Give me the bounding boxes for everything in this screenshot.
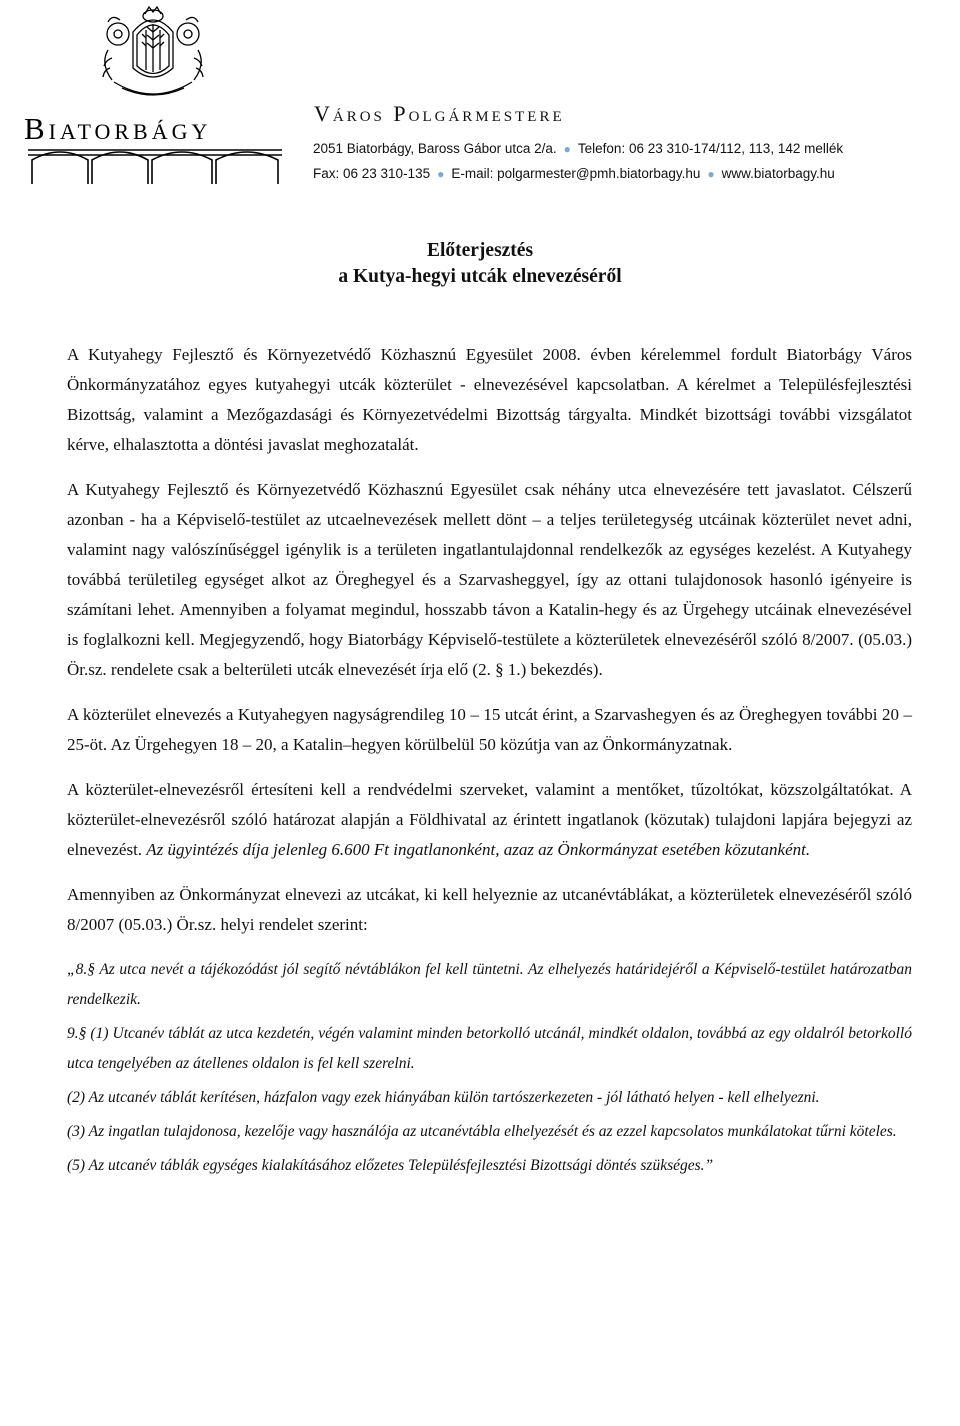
paragraph-3: A közterület elnevezés a Kutyahegyen nagyságrendileg 10 – 15 utcát érint, a Szarvashegyen és az Öreghegyen további 20 – 25-öt. Az Ürgehegyen 18 – 20, a Katalin–hegyen körülbelül 50 közútja van az Önkormányzatnak. — [67, 705, 912, 754]
website-link[interactable]: www.biatorbagy.hu — [721, 166, 835, 181]
paragraph-5: Amennyiben az Önkormányzat elnevezi az utcákat, ki kell helyeznie az utcanévtáblákat, a közterületek elnevezéséről szóló 8/2007 (05.03.) Ör.sz. helyi rendelet szerint: — [67, 885, 912, 934]
city-crest-icon — [90, 2, 216, 106]
document-title: Előterjesztés — [426, 240, 534, 261]
email-link[interactable]: E-mail: polgarmester@pmh.biatorbagy.hu — [451, 166, 701, 181]
contact-line — [313, 166, 835, 181]
postal-address: 2051 Biatorbágy, Baross Gábor utca 2/a. — [313, 141, 557, 156]
paragraph-2: A Kutyahegy Fejlesztő és Környezetvédő Közhasznú Egyesület csak néhány utca elnevezésére tett javaslatot. Célszerű azonban - ha a Képviselő-testület az utcaelnevezések mellett dönt – a teljes területegység utcáinak közterület nevet adni, valamint nagy valószínűséggel igénylik is a területen ingatlantulajdonnal rendelkezők az egységes kezelést. A Kutyahegy továbbá területileg egységet alkot az Öreghegyel és a Szarvasheggyel, így az ottani tulajdonosok hasonló igényeire is számítani lehet. Amennyiben a folyamat megindul, hosszabb távon a Katalin-hegy és az Ürgehegy utcáinak elnevezésével is foglalkozni kell. Megjegyzendő, hogy Biatorbágy Képviselő-testülete a közterületek elnevezéséről szóló 8/2007. (05.03.) Ör.sz. rendelete csak a belterületi utcák elnevezését írja elő (2. § 1.) bekezdés). — [67, 480, 912, 679]
paragraph-4 — [67, 775, 912, 865]
paragraph-4-text: A közterület-elnevezésről értesíteni kell a rendvédelmi szerveket, valamint a mentőket, tűzoltókat, közszolgáltatókat. A közterület-elnevezésről szóló határozat alapján a Földhivatal az érintett ingatlanok (közutak) tulajdoni lapjára bejegyzi az elnevezést. — [67, 780, 912, 859]
quote-section-9-3: (3) Az ingatlan tulajdonosa, kezelője vagy használója az utcanévtábla elhelyezését és az ezzel kapcsolatos munkálatokat tűrni köteles. — [67, 1123, 897, 1140]
paragraph-1: A Kutyahegy Fejlesztő és Környezetvédő Közhasznú Egyesület 2008. évben kérelemmel fordult Biatorbágy Város Önkormányzatához egyes kutyahegyi utcák közterület - elnevezésével kapcsolatban. A kérelmet a Településfejlesztési Bizottság, valamint a Mezőgazdasági és Környezetvédelmi Bizottság tárgyalta. Mindkét bizottsági további vizsgálatot kérve, elhalasztotta a döntési javaslat meghozatalát. — [67, 345, 912, 454]
document-body — [67, 340, 912, 1185]
bridge-arches-icon — [26, 146, 284, 186]
bullet-dot-icon: ● — [437, 167, 445, 181]
phone-number: Telefon: 06 23 310-174/112, 113, 142 mellék — [577, 141, 844, 156]
quote-section-9-2: (2) Az utcanév táblát kerítésen, házfalon vagy ezek hiányában külön tartószerkezeten - jól látható helyen - kell elhelyezni. — [67, 1089, 820, 1106]
fax-number: Fax: 06 23 310-135 — [313, 166, 431, 181]
bullet-dot-icon: ● — [563, 142, 571, 156]
office-title: Város Polgármestere — [314, 101, 565, 126]
bullet-dot-icon: ● — [707, 167, 715, 181]
paragraph-4-fee-note: Az ügyintézés díja jelenleg 6.600 Ft ingatlanonként, azaz az Önkormányzat esetében közutanként. — [146, 840, 811, 859]
address-line — [313, 141, 843, 156]
document-subtitle: a Kutya-hegyi utcák elnevezéséről — [338, 266, 622, 287]
quote-section-8: „8.§ Az utca nevét a tájékozódást jól segítő névtáblákon fel kell tüntetni. Az elhelyezés határidejéről a Képviselő-testület határozatban rendelkezik. — [67, 961, 912, 1008]
city-wordmark: Biatorbágy — [24, 111, 212, 146]
quote-section-9-1: 9.§ (1) Utcanév táblát az utca kezdetén, végén valamint minden betorkolló utcánál, mindkét oldalon, továbbá az egy oldalról betorkolló utca tengelyében az átellenes oldalon is fel kell szerelni. — [67, 1025, 912, 1072]
quote-section-9-5: (5) Az utcanév táblák egységes kialakításához előzetes Településfejlesztési Bizottsági döntés szükséges.” — [67, 1157, 714, 1174]
